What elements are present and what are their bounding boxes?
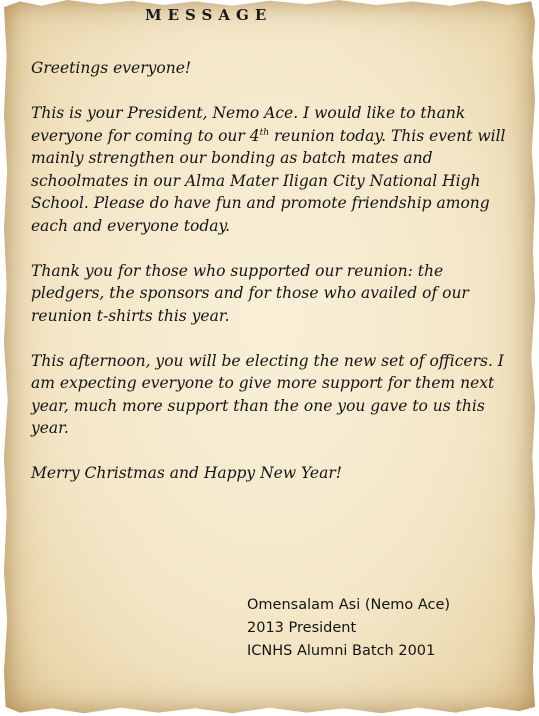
paragraph-intro-start: This is your President, Nemo Ace. I would like to thank everyone for coming to our 4 (31, 104, 466, 145)
paragraph-intro (31, 102, 521, 237)
letter-body (31, 57, 521, 507)
closing-greeting: Merry Christmas and Happy New Year! (31, 464, 342, 482)
ordinal-suffix: th (259, 127, 270, 138)
message-heading: MESSAGE (145, 6, 273, 24)
signature-organization: ICNHS Alumni Batch 2001 (247, 643, 436, 659)
paragraph-election: This afternoon, you will be electing the new set of officers. I am expecting everyone to give more support for them next year, much more support than the one you gave to us this year. (31, 351, 504, 437)
signature-title: 2013 President (247, 620, 357, 636)
greeting: Greetings everyone! (31, 59, 192, 77)
signature-name: Omensalam Asi (Nemo Ace) (247, 597, 451, 613)
paragraph-intro-end: reunion today. This event will mainly strengthen our bonding as batch mates and schoolmates in our Alma Mater Iligan City National High School. Please do have fun and promote friendship among each and everyone today. (31, 126, 506, 235)
paragraph-thanks: Thank you for those who supported our reunion: the pledgers, the sponsors and for those who availed of our reunion t-shirts this year. (31, 261, 469, 325)
signature-block (247, 594, 450, 663)
